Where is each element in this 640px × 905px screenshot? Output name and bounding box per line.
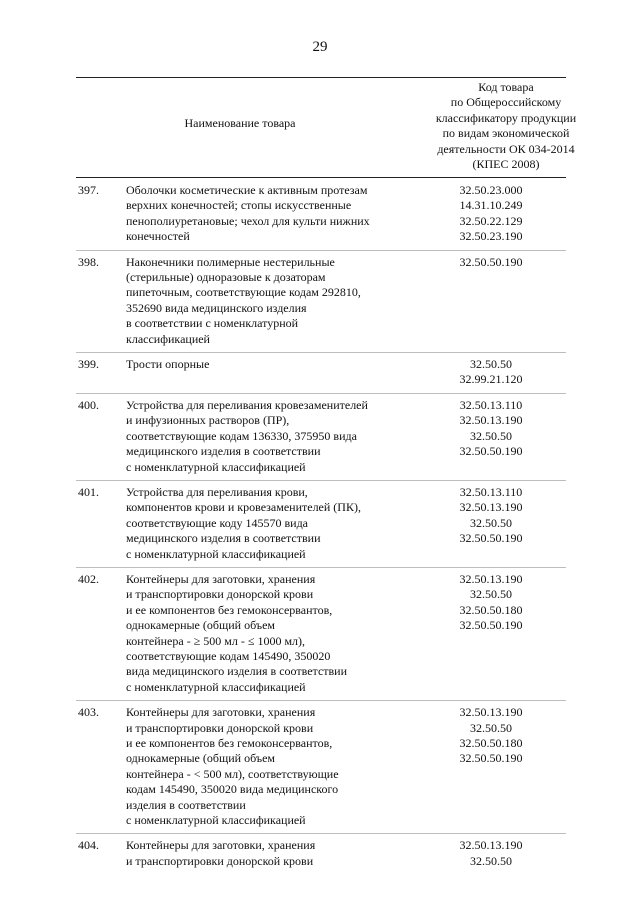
row-separator: [76, 833, 566, 834]
product-name: [126, 572, 394, 695]
product-codes: [420, 838, 562, 869]
table-row: [0, 485, 640, 562]
product-name: [126, 838, 394, 869]
row-separator: [76, 250, 566, 251]
product-name-line: верхних конечностей; стопы искусственные: [126, 198, 352, 213]
row-number: 399.: [78, 357, 99, 372]
table-row: [0, 357, 640, 388]
product-name-line: (стерильные) одноразовые к дозаторам: [126, 270, 326, 285]
page-number: 29: [312, 39, 328, 55]
row-number: 403.: [78, 705, 99, 720]
product-name-line: контейнера - < 500 мл), соответствующие: [126, 766, 339, 781]
product-name-line: с номенклатурной классификацией: [126, 813, 306, 828]
product-name: [126, 255, 394, 347]
product-name: [126, 357, 394, 388]
product-name-line: с номенклатурной классификацией: [126, 546, 306, 561]
table-row: [0, 572, 640, 695]
product-code: 32.50.50.190: [459, 444, 523, 459]
product-code: 32.50.13.110: [459, 484, 523, 499]
product-name-line: с номенклатурной классификацией: [126, 459, 306, 474]
table-row-content: [0, 255, 640, 347]
product-name-line: пипеточным, соответствующие кодам 292810,: [126, 285, 361, 300]
product-name-line: Контейнеры для заготовки, хранения: [126, 571, 316, 586]
row-number: 401.: [78, 484, 99, 499]
product-name-line: контейнера - ≥ 500 мл - ≤ 1000 мл),: [126, 633, 306, 648]
product-codes: [420, 398, 562, 475]
table-row-content: [0, 485, 640, 562]
row-number: 402.: [78, 571, 99, 586]
product-code: 32.50.50.180: [459, 736, 523, 750]
product-code: 32.50.13.190: [459, 413, 523, 428]
product-name-line: кодам 145490, 350020 вида медицинского: [126, 782, 339, 797]
product-codes: [420, 255, 562, 347]
table-row: [0, 705, 640, 828]
table-row: [0, 838, 640, 869]
product-name-line: компонентов крови и кровезаменителей (ПК),: [126, 500, 361, 515]
product-name-line: Устройства для переливания крови,: [126, 484, 308, 499]
product-name-line: медицинского изделия в соответствии: [126, 444, 321, 459]
product-code: 32.99.21.120: [459, 372, 523, 387]
product-name-line: вида медицинского изделия в соответствии: [126, 664, 348, 679]
product-code: 32.50.22.129: [459, 213, 523, 228]
product-name-line: и транспортировки донорской крови: [126, 853, 314, 868]
product-name-line: Оболочки косметические к активным протезам: [126, 183, 368, 197]
product-name-line: Трости опорные: [126, 357, 210, 372]
column-header-code: [408, 80, 604, 172]
product-name: [126, 705, 394, 828]
row-separator: [76, 352, 566, 353]
product-name-line: пенополиуретановые; чехол для культи нижних: [126, 213, 370, 228]
row-separator: [76, 480, 566, 481]
product-name: [126, 485, 394, 562]
product-name-line: и транспортировки донорской крови: [126, 720, 314, 735]
table-row-content: [0, 183, 640, 245]
row-number: 400.: [78, 397, 99, 412]
product-name-line: с номенклатурной классификацией: [126, 679, 306, 694]
row-separator: [76, 567, 566, 568]
product-code: 32.50.50.190: [459, 618, 523, 633]
product-name-line: соответствующие кодам 145490, 350020: [126, 648, 331, 663]
table-row-content: [0, 705, 640, 828]
product-code: 32.50.50.180: [459, 602, 523, 617]
table-row-content: [0, 572, 640, 695]
product-name-line: и ее компонентов без гемоконсервантов,: [126, 736, 333, 750]
table-row: [0, 398, 640, 475]
table-row: [0, 255, 640, 347]
product-code: 32.50.50: [470, 428, 512, 443]
column-header-code-line: по Общероссийскому: [450, 95, 562, 110]
product-code: 32.50.50: [470, 587, 512, 602]
table-body: [0, 183, 640, 879]
product-code: 32.50.50.190: [459, 531, 523, 546]
product-code: 32.50.50: [470, 357, 512, 372]
product-code: 32.50.50: [470, 853, 512, 868]
product-name-line: медицинского изделия в соответствии: [126, 531, 321, 546]
table-row-content: [0, 357, 640, 388]
product-name-line: классификацией: [126, 331, 210, 346]
row-separator: [76, 393, 566, 394]
product-name-line: Контейнеры для заготовки, хранения: [126, 705, 316, 720]
product-name-line: Наконечники полимерные нестерильные: [126, 254, 335, 269]
product-name-line: однокамерные (общий объем: [126, 751, 276, 766]
product-code: 32.50.13.190: [459, 838, 523, 853]
row-number: 397.: [78, 183, 99, 197]
product-codes: [420, 357, 562, 388]
product-name-line: соответствующие коду 145570 вида: [126, 515, 309, 530]
product-name-line: и инфузионных растворов (ПР),: [126, 413, 290, 428]
product-code: 32.50.23.000: [459, 183, 523, 197]
row-separator: [76, 700, 566, 701]
product-name-line: Контейнеры для заготовки, хранения: [126, 838, 316, 853]
product-code: 32.50.13.110: [459, 397, 523, 412]
table-row: [0, 183, 640, 245]
product-code: 32.50.13.190: [459, 705, 523, 720]
product-name-line: и транспортировки донорской крови: [126, 587, 314, 602]
product-name-line: соответствующие кодам 136330, 375950 вида: [126, 428, 357, 443]
row-number: 398.: [78, 254, 99, 269]
product-name-line: и ее компонентов без гемоконсервантов,: [126, 602, 333, 617]
column-header-code-line: Код товара: [478, 80, 534, 94]
product-name: [126, 183, 394, 245]
product-name-line: конечностей: [126, 229, 190, 244]
product-name-line: Устройства для переливания кровезаменителей: [126, 397, 368, 412]
column-header-code-line: по видам экономической: [442, 126, 570, 141]
product-code: 32.50.13.190: [459, 500, 523, 515]
product-name-line: 352690 вида медицинского изделия: [126, 300, 307, 315]
product-name-line: в соответствии с номенклатурной: [126, 316, 299, 331]
table-top-rule: [76, 77, 566, 78]
table-row-content: [0, 838, 640, 869]
product-codes: [420, 705, 562, 828]
product-code: 14.31.10.249: [459, 198, 523, 213]
column-header-name: Наименование товара: [184, 116, 296, 130]
table-header-rule: [76, 177, 566, 178]
column-header-code-line: деятельности ОК 034-2014: [437, 141, 575, 156]
column-header-code-line: (КПЕС 2008): [472, 157, 540, 172]
product-name-line: однокамерные (общий объем: [126, 618, 276, 633]
product-codes: [420, 485, 562, 562]
product-name: [126, 398, 394, 475]
product-code: 32.50.50.190: [459, 751, 523, 766]
product-code: 32.50.50: [470, 720, 512, 735]
table-row-content: [0, 398, 640, 475]
product-code: 32.50.23.190: [459, 229, 523, 244]
product-code: 32.50.50: [470, 515, 512, 530]
product-codes: [420, 183, 562, 245]
product-codes: [420, 572, 562, 695]
product-code: 32.50.50.190: [459, 254, 523, 269]
row-number: 404.: [78, 838, 99, 853]
product-code: 32.50.13.190: [459, 571, 523, 586]
column-header-code-line: классификатору продукции: [435, 110, 577, 125]
product-name-line: изделия в соответствии: [126, 797, 246, 812]
